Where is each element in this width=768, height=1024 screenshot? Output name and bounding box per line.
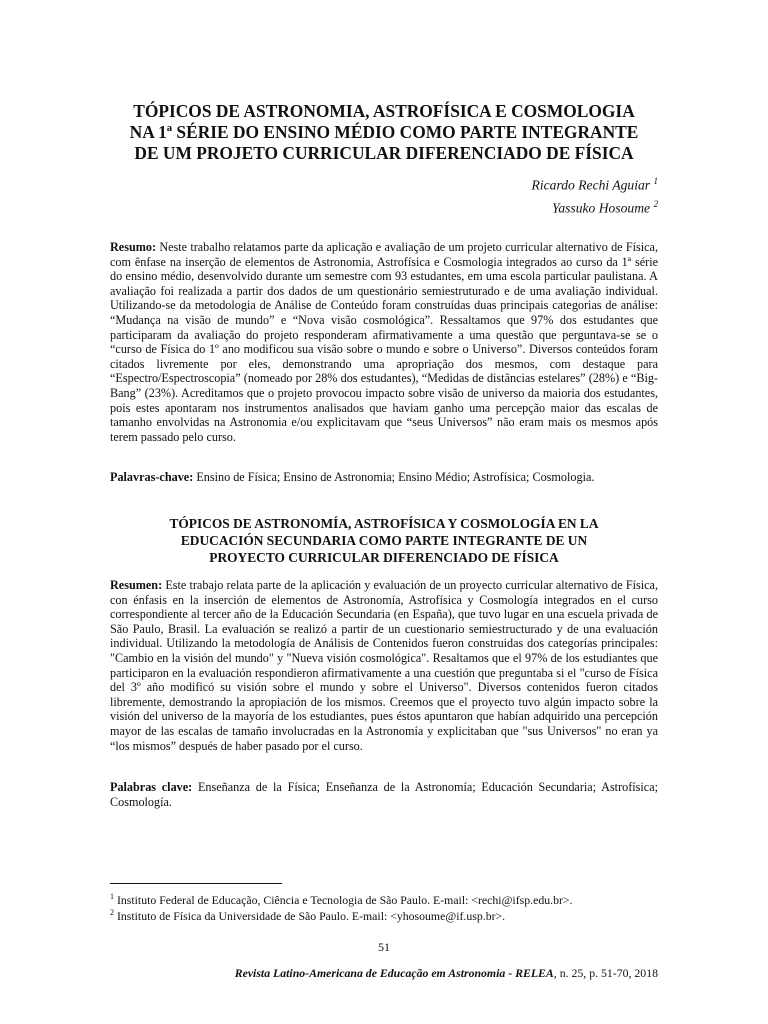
title-spanish [110,515,658,566]
author [532,172,658,195]
abstract-text: Neste trabalho relatamos parte da aplicação e avaliação de um projeto curricular alternativo de Física, com ênfase na inserção de elementos de Astronomia, Astrofísica e Cosmologia integrados ao curso da 1ª série do ensino médio, desenvolvido durante um semestre com 93 estudantes, em uma escola particular paulistana. A avaliação foi realizada a partir dos dados de um questionário semiestruturado e de uma avaliação individual. Utilizando-se da metodologia de Análise de Conteúdo foram construídas duas principais categorias de análise: “Mudança na visão de mundo” e “Nova visão cosmológica”. Ressaltamos que 97% dos estudantes que participaram da avaliação do projeto responderam afirmativamente a uma questão que perguntava-se se o “curso de Física do 1º ano modificou sua visão sobre o mundo e sobre o Universo”. Diversos conteúdos foram citados livremente por eles, demonstrando uma apropriação dos mesmos, com destaque para “Espectro/Espectroscopia” (nomeado por 28% dos estudantes), “Medidas de distâncias estelares” (28%) e “Big-Bang” (23%). Acreditamos que o projeto provocou impacto sobre visão de universo da maioria dos estudantes, pois estes apontaram nos instrumentos analisados que haviam ganho uma percepção maior das escalas de tamanho envolvidas na Astronomia e/ou explicitavam que “seus Universos” não eram mais os mesmos após terem passado pelo curso. [110,240,659,444]
journal-footer [235,966,658,981]
footnote-divider [110,883,282,884]
keywords-portuguese [110,470,658,485]
keywords-text: Ensino de Física; Ensino de Astronomia; Ensino Médio; Astrofísica; Cosmologia. [196,470,595,484]
author-footnote-marker: 1 [653,176,658,186]
abstract-spanish [110,578,658,753]
keywords-label: Palavras-chave: [110,470,194,484]
abstract-label: Resumo: [110,240,157,254]
title-line: NA 1ª SÉRIE DO ENSINO MÉDIO COMO PARTE INTEGRANTE [129,122,639,142]
footnote-text: Instituto Federal de Educação, Ciência e Tecnologia de São Paulo. E-mail: <rechi@ifsp.edu.br>. [116,892,573,907]
journal-name: Revista Latino-Americana de Educação em Astronomia - RELEA [234,966,554,980]
footnote-marker: 2 [110,908,114,917]
author-name: Yassuko Hosoume [552,200,651,216]
author-list [532,172,658,217]
abstract-text: Este trabajo relata parte de la aplicación y evaluación de un proyecto curricular alternativo de Física, con énfasis en la inserción de elementos de Astronomía, Astrofísica y Cosmología integrados en el curso correspondiente al tercer año de la Educación Secundaria (en España), que tuvo lugar en una escuela privada de São Paulo, Brasil. La evaluación se realizó a partir de un cuestionario semiestructurado y de una evaluación individual. Utilizando la metodología de Análisis de Contenidos fueron construidas dos categorías principales: "Cambio en la visión del mundo" y "Nueva visión cosmológica". Resaltamos que el 97% de los estudiantes que participaron en la evaluación respondieron afirmativamente a una cuestión que preguntaba si el "curso de Física del 3º año modificó su visión sobre el mundo y sobre el Universo". Diversos contenidos fueron citados libremente, demostrando la apropiación de los mismos. Creemos que el proyecto tuvo algún impacto sobre la visión del universo de la mayoría de los estudiantes, pues éstos apuntaron que habían adquirido una percepción mayor de las escalas de tamaño involucradas en la Astronomía y explicitaban que "sus Universos" no eran ya “los mismos” después de haber pasado por el curso. [110,578,658,753]
footnote [110,905,658,924]
footnote-text: Instituto de Física da Universidade de São Paulo. E-mail: <yhosoume@if.usp.br>. [116,908,506,923]
keywords-text: Enseñanza de la Física; Enseñanza de la Astronomía; Educación Secundaria; Astrofísica; Cosmología. [110,780,659,809]
abstract-portuguese [110,240,658,444]
title-line: TÓPICOS DE ASTRONOMÍA, ASTROFÍSICA Y COSMOLOGÍA EN LA [169,516,599,531]
author-footnote-marker: 2 [653,198,658,209]
page-number: 51 [378,940,390,954]
footnote-marker: 1 [110,892,114,901]
title-portuguese [110,101,658,164]
author [532,195,658,218]
abstract-label: Resumen: [110,578,163,592]
keywords-label: Palabras clave: [110,780,193,794]
title-line: TÓPICOS DE ASTRONOMIA, ASTROFÍSICA E COSMOLOGIA [133,101,635,121]
author-name: Ricardo Rechi Aguiar [531,177,651,193]
title-line: EDUCACIÓN SECUNDARIA COMO PARTE INTEGRANTE DE UN [180,533,588,548]
title-line: DE UM PROJETO CURRICULAR DIFERENCIADO DE FÍSICA [134,143,634,163]
title-line: PROYECTO CURRICULAR DIFERENCIADO DE FÍSICA [209,550,559,565]
keywords-spanish [110,780,658,809]
journal-citation: , n. 25, p. 51-70, 2018 [553,966,658,980]
